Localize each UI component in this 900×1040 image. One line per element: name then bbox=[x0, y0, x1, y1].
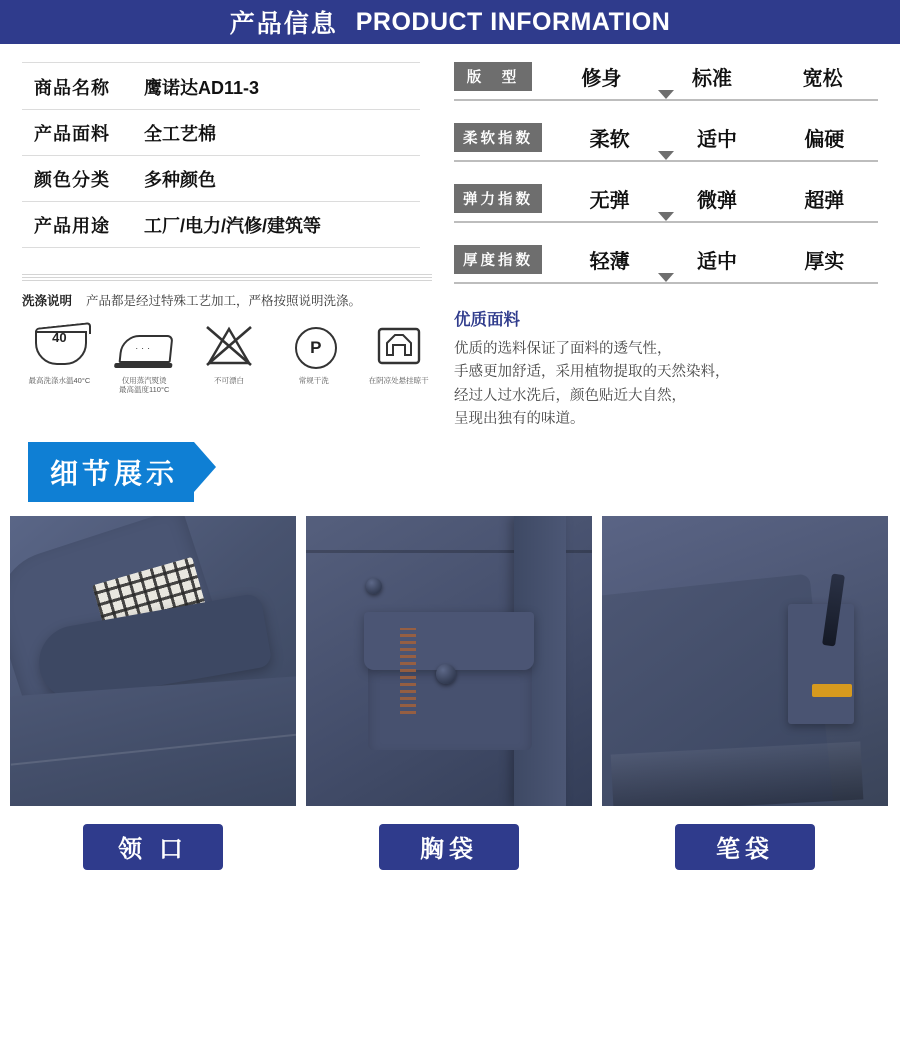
gauge-option: 柔软 bbox=[589, 129, 630, 151]
wash-care-item bbox=[280, 321, 347, 395]
gauge-track bbox=[454, 99, 878, 101]
gauge-tag-fit: 版 型 bbox=[454, 62, 532, 91]
photo-caption-collar: 领 口 bbox=[83, 824, 223, 870]
gauge-fit bbox=[454, 62, 878, 101]
detail-photo-grid bbox=[0, 498, 900, 870]
fabric-title: 优质面料 bbox=[454, 311, 520, 329]
fabric-description bbox=[454, 306, 878, 432]
spec-label-fabric: 产品面料 bbox=[34, 124, 110, 144]
wash-note-text: 产品都是经过特殊工艺加工，严格按照说明洗涤。 bbox=[86, 294, 362, 308]
wash-note-label: 洗涤说明 bbox=[22, 294, 73, 308]
wash-care-item bbox=[111, 321, 178, 395]
wash-care-item bbox=[365, 321, 432, 395]
gauge-option: 厚实 bbox=[804, 251, 845, 273]
iron-icon bbox=[116, 321, 172, 371]
fabric-line: 手感更加舒适，采用植物提取的天然染料， bbox=[454, 364, 730, 381]
gauge-softness bbox=[454, 123, 878, 162]
gauge-track bbox=[454, 221, 878, 223]
wash-care-caption: 不可漂白 bbox=[213, 376, 244, 385]
dryclean-p-icon bbox=[286, 321, 342, 371]
wash-care-caption: 最高洗涤水温40°C bbox=[28, 376, 91, 385]
spec-value-product-name: 鹰诺达AD11-3 bbox=[144, 78, 260, 98]
gauge-marker bbox=[658, 273, 674, 282]
wash-care-item bbox=[196, 321, 263, 395]
spec-column bbox=[0, 44, 440, 432]
spec-row bbox=[22, 156, 420, 202]
no-bleach-triangle bbox=[201, 321, 257, 371]
gauge-option: 轻薄 bbox=[589, 251, 630, 273]
chest-pocket-photo bbox=[306, 516, 592, 806]
gauge-tag-thickness: 厚度指数 bbox=[454, 245, 542, 274]
fabric-line: 优质的选料保证了面料的透气性， bbox=[454, 341, 672, 357]
gauge-marker bbox=[658, 212, 674, 221]
collar-photo bbox=[10, 516, 296, 806]
gauge-elasticity bbox=[454, 184, 878, 223]
spec-row bbox=[22, 202, 420, 248]
gauge-option: 宽松 bbox=[802, 68, 843, 90]
detail-banner bbox=[28, 442, 268, 498]
gauge-column bbox=[440, 44, 900, 432]
spec-row bbox=[22, 62, 420, 110]
spec-value-usage: 工厂/电力/汽修/建筑等 bbox=[144, 216, 322, 236]
gauge-option: 无弹 bbox=[589, 190, 630, 212]
spec-label-color: 颜色分类 bbox=[34, 170, 110, 190]
wash-care-caption: 在阴凉处悬挂晾干 bbox=[368, 376, 429, 385]
iron-dots: ··· bbox=[135, 343, 154, 353]
wash-note bbox=[22, 291, 432, 309]
gauge-track bbox=[454, 160, 878, 162]
wash-temp-value: 40 bbox=[52, 330, 67, 345]
gauge-tag-softness: 柔软指数 bbox=[454, 123, 542, 152]
wash-care-block bbox=[22, 274, 432, 395]
pen-pocket-photo bbox=[602, 516, 888, 806]
dryclean-letter: P bbox=[295, 327, 337, 369]
wash-tub-icon bbox=[31, 321, 87, 371]
gauge-marker bbox=[658, 151, 674, 160]
spec-row bbox=[22, 110, 420, 156]
photo-cell bbox=[10, 516, 296, 870]
no-bleach-icon bbox=[201, 321, 257, 371]
wash-icon-row bbox=[22, 321, 432, 395]
header-title-cn: 产品信息 bbox=[229, 10, 338, 38]
page-header bbox=[0, 0, 900, 44]
fabric-line: 经过人过水洗后，颜色贴近大自然， bbox=[454, 387, 686, 404]
photo-cell bbox=[602, 516, 888, 870]
wash-care-caption: 仅用蒸汽熨烫 最高温度110°C bbox=[119, 376, 170, 395]
gauge-option: 适中 bbox=[696, 129, 737, 151]
detail-banner-label: 细节展示 bbox=[28, 442, 194, 502]
hang-dry-icon bbox=[371, 321, 427, 371]
gauge-option: 微弹 bbox=[696, 190, 737, 212]
fabric-line: 呈现出独有的味道。 bbox=[454, 411, 585, 428]
gauge-marker bbox=[658, 90, 674, 99]
photo-caption-pen-pocket: 笔袋 bbox=[675, 824, 815, 870]
gauge-option: 超弹 bbox=[804, 190, 845, 212]
spec-label-product-name: 商品名称 bbox=[34, 78, 110, 98]
wash-care-item bbox=[26, 321, 93, 395]
header-title-en: PRODUCT INFORMATION bbox=[355, 7, 671, 36]
spec-value-color: 多种颜色 bbox=[144, 170, 216, 190]
main-content bbox=[0, 44, 900, 432]
gauge-option: 标准 bbox=[691, 68, 732, 90]
gauge-tag-elasticity: 弹力指数 bbox=[454, 184, 542, 213]
spec-label-usage: 产品用途 bbox=[34, 216, 110, 236]
gauge-thickness bbox=[454, 245, 878, 284]
gauge-option: 修身 bbox=[581, 68, 622, 90]
gauge-track bbox=[454, 282, 878, 284]
spec-value-fabric: 全工艺棉 bbox=[144, 124, 216, 144]
gauge-option: 偏硬 bbox=[804, 129, 845, 151]
photo-cell bbox=[306, 516, 592, 870]
wash-care-caption: 常规干洗 bbox=[298, 376, 329, 385]
hang-dry-shirt bbox=[371, 321, 427, 371]
gauge-option: 适中 bbox=[696, 251, 737, 273]
photo-caption-chest-pocket: 胸袋 bbox=[379, 824, 519, 870]
dashed-divider bbox=[22, 274, 432, 281]
